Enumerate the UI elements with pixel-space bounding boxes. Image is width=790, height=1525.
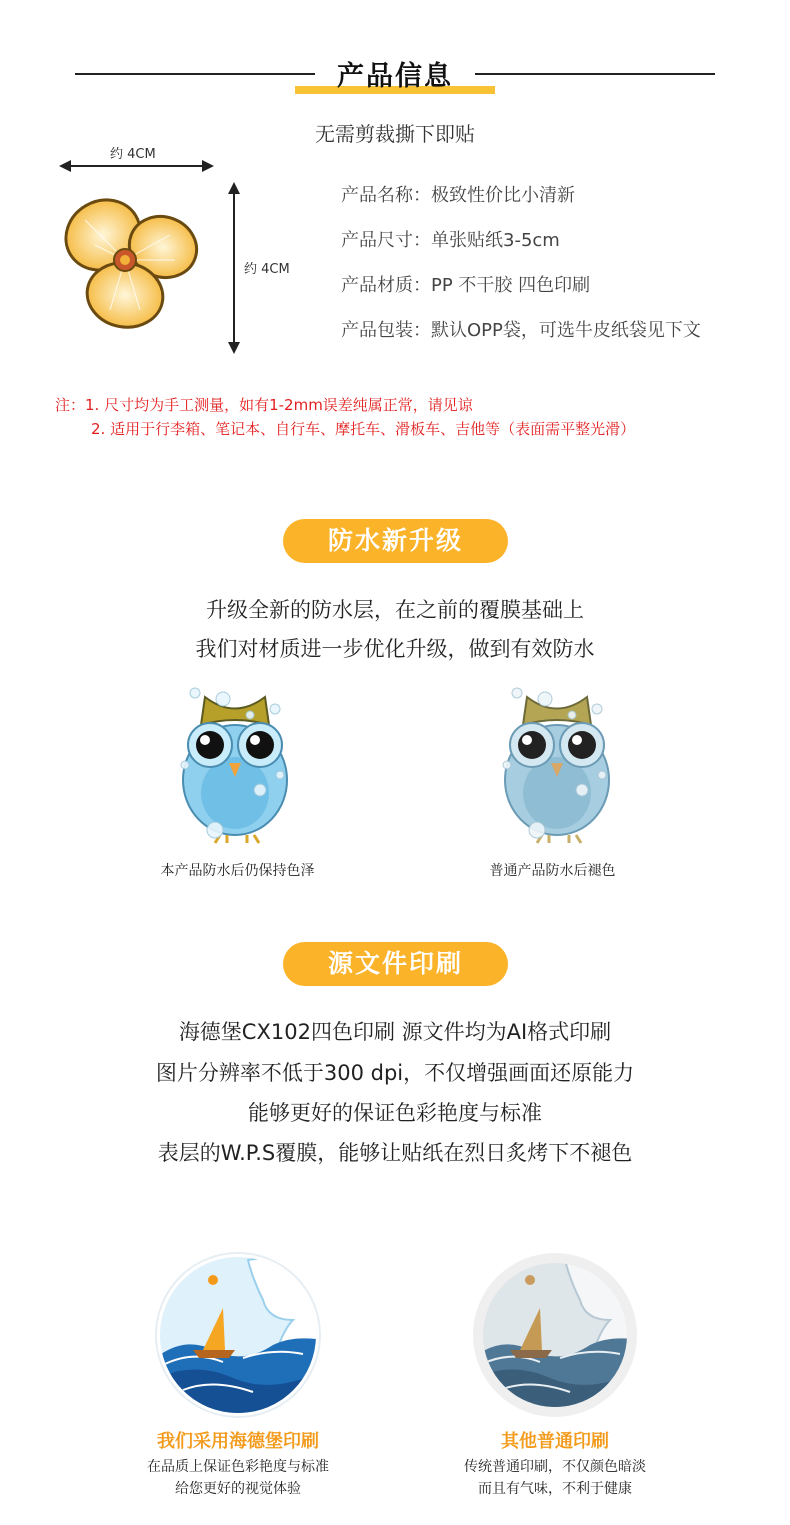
- flower-sticker-icon: [55, 185, 205, 335]
- header-line-right: [475, 73, 715, 75]
- spec-value: 默认OPP袋，可选牛皮纸袋见下文: [431, 320, 701, 341]
- printing-line-1: 海德堡CX102四色印刷 源文件均为AI格式印刷: [178, 1020, 612, 1044]
- spec-packaging: [341, 316, 701, 342]
- spec-label: 产品名称：: [341, 185, 431, 206]
- note-line-2: 2. 适用于行李箱、笔记本、自行车、摩托车、滑板车、吉他等（表面需平整光滑）: [91, 420, 636, 438]
- info-subtitle: 无需剪裁撕下即贴: [315, 122, 475, 146]
- caption-waterproof-ours: 本产品防水后仍保持色泽: [160, 863, 315, 879]
- spec-value: 单张贴纸3-5cm: [431, 230, 560, 251]
- section-title-info: 产品信息: [337, 61, 453, 92]
- owl-sticker-icon: [165, 685, 305, 845]
- spec-label: 产品材质：: [341, 275, 431, 296]
- ours-print-desc-1: 在品质上保证色彩艳度与标准: [147, 1459, 329, 1475]
- dimension-vertical: 约 4CM: [244, 262, 290, 277]
- dimension-horizontal: 约 4CM: [110, 147, 156, 162]
- caption-waterproof-ordinary: 普通产品防水后褪色: [489, 863, 616, 879]
- waterproof-line-2: 我们对材质进一步优化升级，做到有效防水: [195, 637, 595, 661]
- ours-print-title: 我们采用海德堡印刷: [157, 1431, 319, 1452]
- spec-name: [341, 181, 575, 207]
- spec-value: 极致性价比小清新: [431, 185, 575, 206]
- wave-sticker-faded-icon: [470, 1250, 640, 1420]
- owl-sticker-faded-icon: [487, 685, 627, 845]
- note-line-1: 注：1. 尺寸均为手工测量，如有1-2mm误差纯属正常，请见谅: [55, 396, 473, 414]
- section-title-waterproof: 防水新升级: [283, 519, 508, 563]
- spec-material: [341, 271, 590, 297]
- printing-line-2: 图片分辨率不低于300 dpi，不仅增强画面还原能力: [155, 1061, 635, 1085]
- ours-print-desc-2: 给您更好的视觉体验: [175, 1481, 301, 1497]
- section-title-printing: 源文件印刷: [283, 942, 508, 986]
- wave-sticker-icon: [153, 1250, 323, 1420]
- spec-size: [341, 226, 560, 252]
- spec-label: 产品尺寸：: [341, 230, 431, 251]
- spec-value: PP 不干胶 四色印刷: [431, 275, 591, 296]
- waterproof-line-1: 升级全新的防水层，在之前的覆膜基础上: [206, 598, 584, 622]
- printing-line-3: 能够更好的保证色彩艳度与标准: [248, 1101, 542, 1125]
- other-print-title: 其他普通印刷: [501, 1431, 609, 1452]
- other-print-desc-1: 传统普通印刷，不仅颜色暗淡: [464, 1459, 646, 1475]
- header-line-left: [75, 73, 315, 75]
- spec-label: 产品包装：: [341, 320, 431, 341]
- printing-line-4: 表层的W.P.S覆膜，能够让贴纸在烈日炙烤下不褪色: [157, 1141, 633, 1165]
- other-print-desc-2: 而且有气味，不利于健康: [478, 1481, 632, 1497]
